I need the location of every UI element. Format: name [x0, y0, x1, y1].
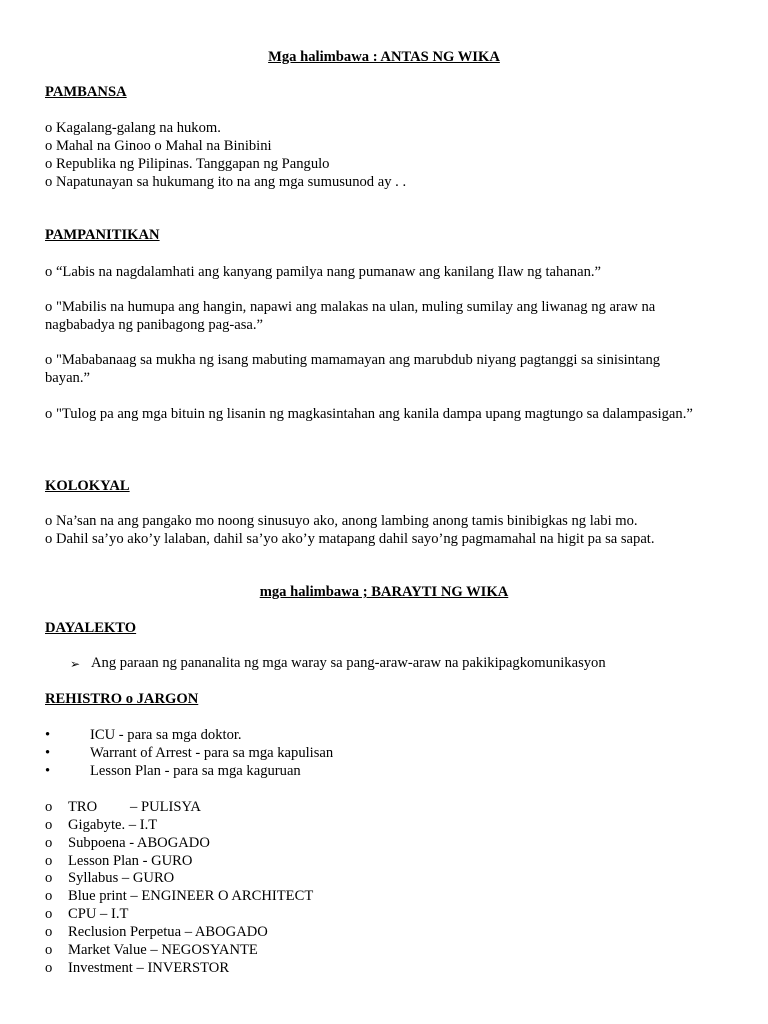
list-item: o Dahil sa’yo ako’y lalaban, dahil sa’yo ako’y matapang dahil sayo’ng pagmamahal na higit pa sa sapat. [45, 531, 655, 547]
list-item: o Kagalang-galang na hukom. [45, 120, 221, 136]
bullet-icon: • [45, 745, 51, 761]
list-item [0, 869, 768, 887]
bullet-icon: • [45, 763, 51, 779]
list-item-text: Gigabyte. – I.T [68, 817, 158, 833]
list-item-text: Lesson Plan - GURO [68, 853, 193, 869]
list-item: o "Mababanaag sa mukha ng isang mabuting mamamayan ang marubdub niyang pagtanggi sa sinisintang bayan.” [45, 352, 661, 386]
o-bullet-icon: o [45, 853, 53, 869]
list-item [0, 798, 768, 816]
bullet-text: ICU - para sa mga doktor. [90, 727, 242, 743]
list-item: o "Tulog pa ang mga bituin ng lisanin ng magkasintahan ang kanila dampa upang magtungo sa dalampasigan.” [45, 406, 693, 422]
heading-pambansa: PAMBANSA [45, 84, 127, 100]
list-item-text: CPU – I.T [68, 906, 129, 922]
list-item-text: Investment – INVERSTOR [68, 960, 230, 976]
list-item: o Mahal na Ginoo o Mahal na Binibini [45, 138, 272, 154]
heading-pampanitikan: PAMPANITIKAN [45, 227, 160, 243]
list-item-text: Syllabus – GURO [68, 870, 175, 886]
bullet-text: Warrant of Arrest - para sa mga kapulisan [90, 745, 334, 761]
arrow-bullet-icon: ➢ [70, 657, 81, 671]
list-item-text: Market Value – NEGOSYANTE [68, 942, 258, 958]
dayalekto-text: Ang paraan ng pananalita ng mga waray sa pang-araw-araw na pakikipagkomunikasyon [91, 655, 606, 671]
list-item [0, 852, 768, 870]
list-item [0, 816, 768, 834]
list-item: o “Labis na nagdalamhati ang kanyang pamilya nang pumanaw ang kanilang Ilaw ng tahanan.” [45, 264, 601, 280]
section-title-barayti: mga halimbawa ; BARAYTI NG WIKA [259, 584, 509, 600]
list-item [0, 959, 768, 977]
bullet-item [0, 744, 768, 762]
o-bullet-icon: o [45, 906, 53, 922]
o-bullet-icon: o [45, 870, 53, 886]
list-item-text: TRO – PULISYA [68, 799, 201, 815]
list-item [0, 834, 768, 852]
bullet-icon: • [45, 727, 51, 743]
list-item [0, 905, 768, 923]
o-bullet-icon: o [45, 817, 53, 833]
list-item-text: Subpoena - ABOGADO [68, 835, 210, 851]
dayalekto-item [0, 654, 768, 672]
o-bullet-icon: o [45, 888, 53, 904]
list-item: o "Mabilis na humupa ang hangin, napawi ang malakas na ulan, muling sumilay ang liwanag ng araw na nagbabadya ng panibagong pag-asa.” [45, 299, 656, 333]
bullet-item [0, 726, 768, 744]
list-item: o Napatunayan sa hukumang ito na ang mga sumusunod ay . . [45, 174, 407, 190]
bullet-text: Lesson Plan - para sa mga kaguruan [90, 763, 301, 779]
heading-rehistro: REHISTRO o JARGON [45, 691, 199, 707]
list-item [0, 887, 768, 905]
list-item-text: Blue print – ENGINEER O ARCHITECT [68, 888, 314, 904]
section-title-antas: Mga halimbawa : ANTAS NG WIKA [268, 49, 500, 65]
list-item: o Na’san na ang pangako mo noong sinusuyo ako, anong lambing anong tamis binibigkas ng labi mo. [45, 513, 638, 529]
o-bullet-icon: o [45, 960, 53, 976]
bullet-item [0, 762, 768, 780]
heading-kolokyal: KOLOKYAL [45, 478, 130, 494]
list-item [0, 941, 768, 959]
list-item [0, 923, 768, 941]
list-item: o Republika ng Pilipinas. Tanggapan ng Pangulo [45, 156, 330, 172]
o-bullet-icon: o [45, 924, 53, 940]
heading-dayalekto: DAYALEKTO [45, 620, 137, 636]
o-bullet-icon: o [45, 799, 53, 815]
list-item-text: Reclusion Perpetua – ABOGADO [68, 924, 268, 940]
o-bullet-icon: o [45, 835, 53, 851]
o-bullet-icon: o [45, 942, 53, 958]
